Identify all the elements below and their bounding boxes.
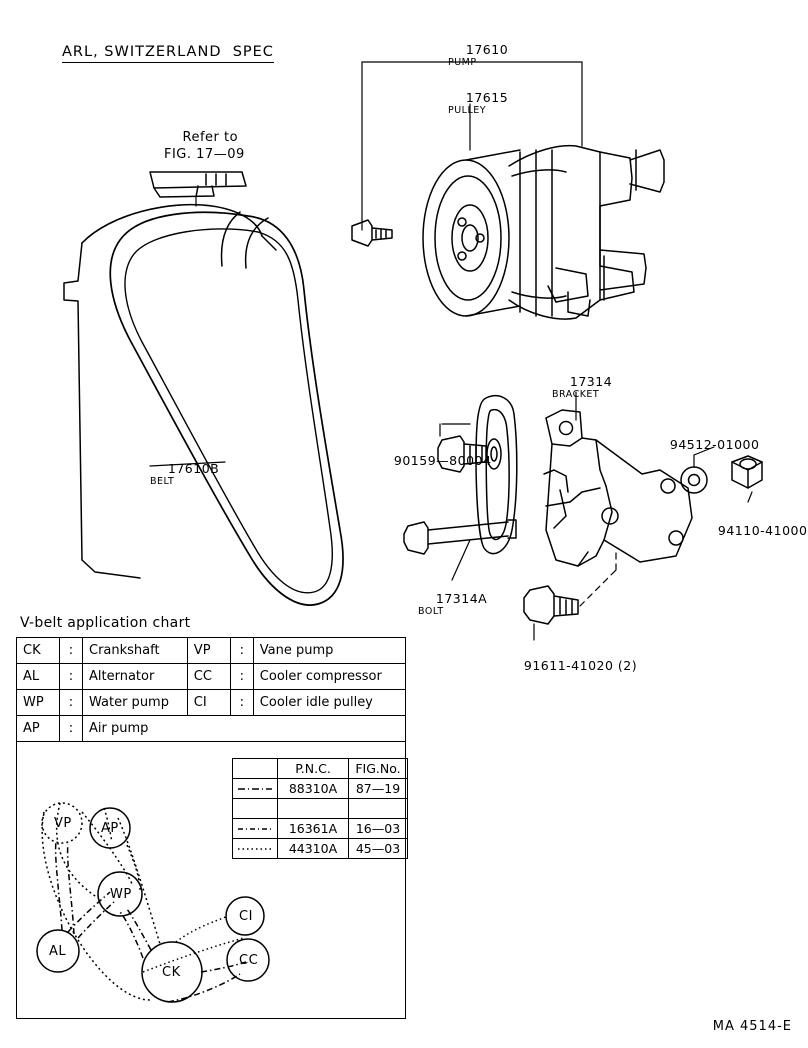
pulley-label-CI: CI bbox=[239, 909, 253, 924]
legend-colon: : bbox=[230, 690, 253, 716]
legend-colon: : bbox=[60, 664, 83, 690]
pnc-value: 16361A bbox=[278, 819, 349, 839]
callout-90159-80004: 90159—80004 bbox=[393, 453, 492, 468]
pulley-label-VP: VP bbox=[54, 816, 72, 831]
legend-key: CK bbox=[17, 638, 60, 664]
pnc-value: 44310A bbox=[278, 839, 349, 859]
legend-value: Crankshaft bbox=[83, 638, 188, 664]
fig-value: 87—19 bbox=[349, 779, 408, 799]
legend-value: Water pump bbox=[83, 690, 188, 716]
legend-colon: : bbox=[60, 690, 83, 716]
callout-17615: 17615 PULLEY bbox=[448, 90, 509, 116]
pnc-value: 88310A bbox=[278, 779, 349, 799]
pulley-label-CK: CK bbox=[162, 965, 181, 980]
fig-value: 16—03 bbox=[349, 819, 408, 839]
footer-code: MA 4514-E bbox=[712, 1019, 792, 1034]
legend-key: CC bbox=[187, 664, 230, 690]
callout-91611-41020: 91611-41020 (2) bbox=[523, 658, 638, 673]
pnc-header: P.N.C. bbox=[278, 759, 349, 779]
refer-to-note: Refer to FIG. 17—09 bbox=[164, 130, 245, 162]
fig-header: FIG.No. bbox=[349, 759, 408, 779]
pulley-label-CC: CC bbox=[239, 953, 259, 968]
legend-value: Cooler compressor bbox=[253, 664, 405, 690]
legend-colon: : bbox=[230, 664, 253, 690]
legend-value: Alternator bbox=[83, 664, 188, 690]
fig-value: 45—03 bbox=[349, 839, 408, 859]
legend-colon: : bbox=[60, 716, 83, 742]
callout-94110-41000: 94110-41000 bbox=[717, 523, 808, 538]
legend-key: CI bbox=[187, 690, 230, 716]
chart-title: V-belt application chart bbox=[20, 615, 191, 631]
callout-94512-01000: 94512-01000 bbox=[669, 437, 760, 452]
callout-17610B: 17610B BELT bbox=[150, 461, 220, 487]
callout-17314: 17314 BRACKET bbox=[552, 374, 613, 400]
legend-value: Cooler idle pulley bbox=[253, 690, 405, 716]
pulley-label-AP: AP bbox=[101, 821, 119, 836]
legend-key: VP bbox=[187, 638, 230, 664]
legend-colon: : bbox=[230, 638, 253, 664]
pulley-label-WP: WP bbox=[110, 887, 132, 902]
pulley-label-AL: AL bbox=[49, 944, 67, 959]
legend-key: AP bbox=[17, 716, 60, 742]
legend-key: WP bbox=[17, 690, 60, 716]
legend-colon: : bbox=[60, 638, 83, 664]
legend-key: AL bbox=[17, 664, 60, 690]
legend-value: Vane pump bbox=[253, 638, 405, 664]
page-title: ARL, SWITZERLAND SPEC bbox=[62, 44, 274, 63]
legend-value: Air pump bbox=[83, 716, 406, 742]
callout-17314A: 17314A BOLT bbox=[418, 591, 488, 617]
callout-17610: 17610 PUMP bbox=[448, 42, 509, 68]
